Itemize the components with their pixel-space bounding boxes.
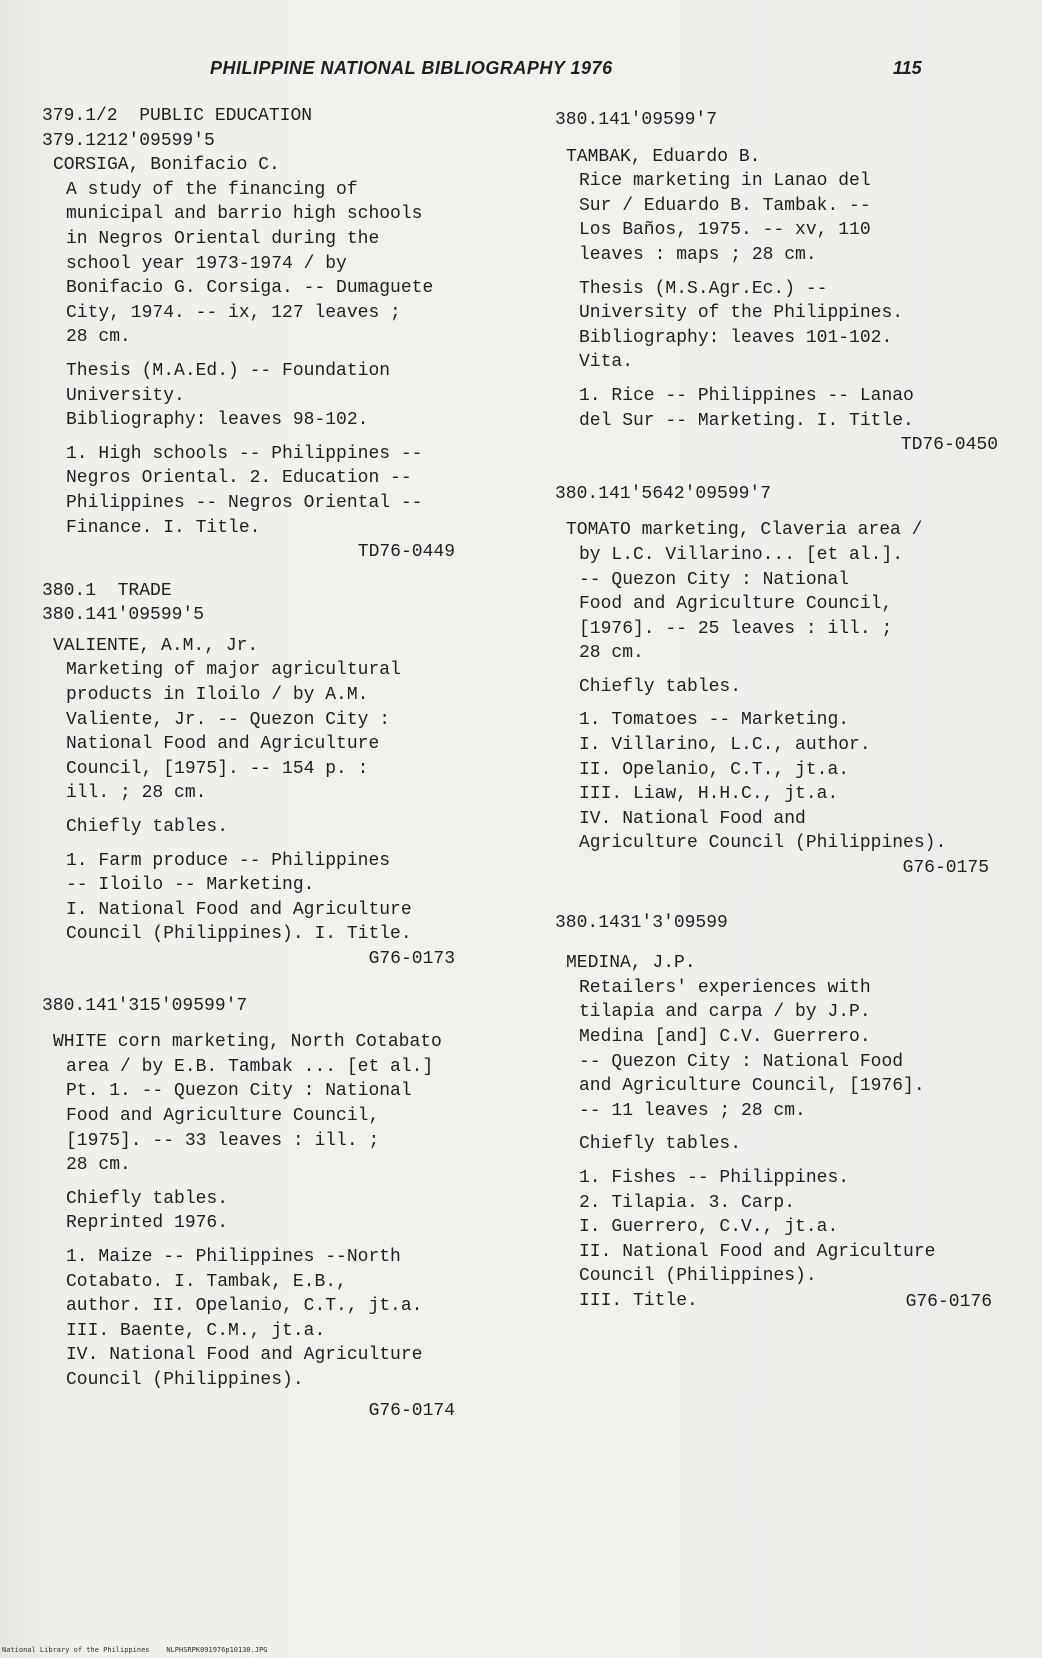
subject-tracings: 1. Tomatoes -- Marketing. I. Villarino, L.C., author. II. Opelanio, C.T., jt.a. III. Liaw, H.H.C., jt.a. IV. National Food and Agriculture Council (Philippines). bbox=[579, 710, 947, 854]
notes: Thesis (M.S.Agr.Ec.) -- University of the Philippines. Bibliography: leaves 101-102. Vita. bbox=[579, 278, 904, 373]
notes: Thesis (M.A.Ed.) -- Foundation University. Bibliography: leaves 98-102. bbox=[66, 360, 391, 431]
subject-tracings: 1. Maize -- Philippines --North Cotabato. I. Tambak, E.B., author. II. Opelanio, C.T., jt.a. III. Baente, C.M., jt.a. IV. National Food and Agriculture Council (Philippines). bbox=[66, 1246, 423, 1390]
notes: Chiefly tables. bbox=[579, 676, 742, 697]
description: by L.C. Villarino... [et al.]. -- Quezon City : National Food and Agriculture Council, [1976]. -- 25 leaves : ill. ; 28 cm. bbox=[579, 544, 904, 664]
subject-tracings: 1. Farm produce -- Philippines -- Iloilo -- Marketing. I. National Food and Agriculture Council (Philippines). I. Title. bbox=[66, 850, 412, 945]
main-entry: VALIENTE, A.M., Jr. bbox=[53, 635, 259, 656]
main-entry: MEDINA, J.P. bbox=[566, 953, 696, 974]
class-number: 380.141'09599'7 bbox=[555, 110, 718, 130]
running-title: PHILIPPINE NATIONAL BIBLIOGRAPHY 1976 bbox=[210, 58, 613, 78]
notes: Chiefly tables. Reprinted 1976. bbox=[66, 1188, 229, 1234]
class-number: 379.1212'09599'5 bbox=[42, 130, 215, 151]
right-column bbox=[555, 108, 1015, 1328]
notes: Chiefly tables. bbox=[66, 817, 229, 838]
subject-tracings: 1. Rice -- Philippines -- Lanao del Sur -- Marketing. I. Title. bbox=[579, 385, 914, 431]
record-number: G76-0176 bbox=[905, 1291, 992, 1312]
description: Rice marketing in Lanao del Sur / Eduardo B. Tambak. -- Los Baños, 1975. -- xv, 110 leaves : maps ; 28 cm. bbox=[579, 171, 871, 265]
description: Retailers' experiences with tilapia and carpa / by J.P. Medina [and] C.V. Guerrero. -- Quezon City : National Food and Agriculture Council, [1976]. -- 11 leaves ; 28 cm. bbox=[579, 977, 925, 1121]
record-number: G76-0174 bbox=[368, 1400, 455, 1421]
description: A study of the financing of municipal and barrio high schools in Negros Oriental during the school year 1973-1974 / by Bonifacio G. Corsiga. -- Dumaguete City, 1974. -- ix, 127 leaves ; 28 cm. bbox=[66, 179, 434, 348]
record-number: G76-0173 bbox=[368, 949, 455, 969]
record-number: TD76-0449 bbox=[357, 542, 455, 563]
main-entry: WHITE corn marketing, North Cotabato bbox=[53, 1032, 442, 1053]
catalog-entry bbox=[42, 129, 512, 565]
subject-tracings: 1. Fishes -- Philippines. 2. Tilapia. 3. Carp. I. Guerrero, C.V., jt.a. II. National Food and Agriculture Council (Philippines). III. Title. bbox=[579, 1167, 936, 1311]
description: Marketing of major agricultural products in Iloilo / by A.M. Valiente, Jr. -- Quezon City : National Food and Agriculture Council, [1975]. -- 154 p. : ill. ; 28 cm. bbox=[66, 660, 401, 804]
main-entry: TOMATO marketing, Claveria area / bbox=[566, 520, 923, 541]
left-column bbox=[42, 104, 512, 1437]
section-heading: 379.1/2 PUBLIC EDUCATION bbox=[42, 106, 313, 126]
record-number: TD76-0450 bbox=[900, 435, 998, 456]
description: area / by E.B. Tambak ... [et al.] Pt. 1. -- Quezon City : National Food and Agriculture Council, [1975]. -- 33 leaves : ill. ; 28 cm. bbox=[66, 1056, 434, 1176]
catalog-entry bbox=[42, 603, 512, 971]
scan-footer: National Library of the Philippines NLPHSRPK091976p10130.JPG bbox=[2, 1646, 268, 1654]
class-number: 380.141'5642'09599'7 bbox=[555, 483, 772, 504]
record-number: G76-0175 bbox=[902, 858, 989, 879]
notes: Chiefly tables. bbox=[579, 1134, 742, 1155]
main-entry: TAMBAK, Eduardo B. bbox=[566, 146, 761, 167]
class-number: 380.141'09599'5 bbox=[42, 605, 205, 626]
page-number: 115 bbox=[893, 58, 922, 78]
subject-tracings: 1. High schools -- Philippines -- Negros Oriental. 2. Education -- Philippines -- Negros Oriental -- Finance. I. Title. bbox=[66, 443, 423, 538]
catalog-entry bbox=[555, 482, 1015, 881]
class-number: 380.141'315'09599'7 bbox=[42, 995, 248, 1016]
main-entry: CORSIGA, Bonifacio C. bbox=[53, 155, 280, 176]
catalog-entry bbox=[555, 911, 1015, 1315]
catalog-entry bbox=[555, 108, 1015, 458]
class-number: 380.1431'3'09599 bbox=[555, 912, 728, 933]
running-header bbox=[0, 58, 1042, 84]
catalog-entry bbox=[42, 994, 512, 1424]
section-heading: 380.1 TRADE bbox=[42, 580, 172, 601]
